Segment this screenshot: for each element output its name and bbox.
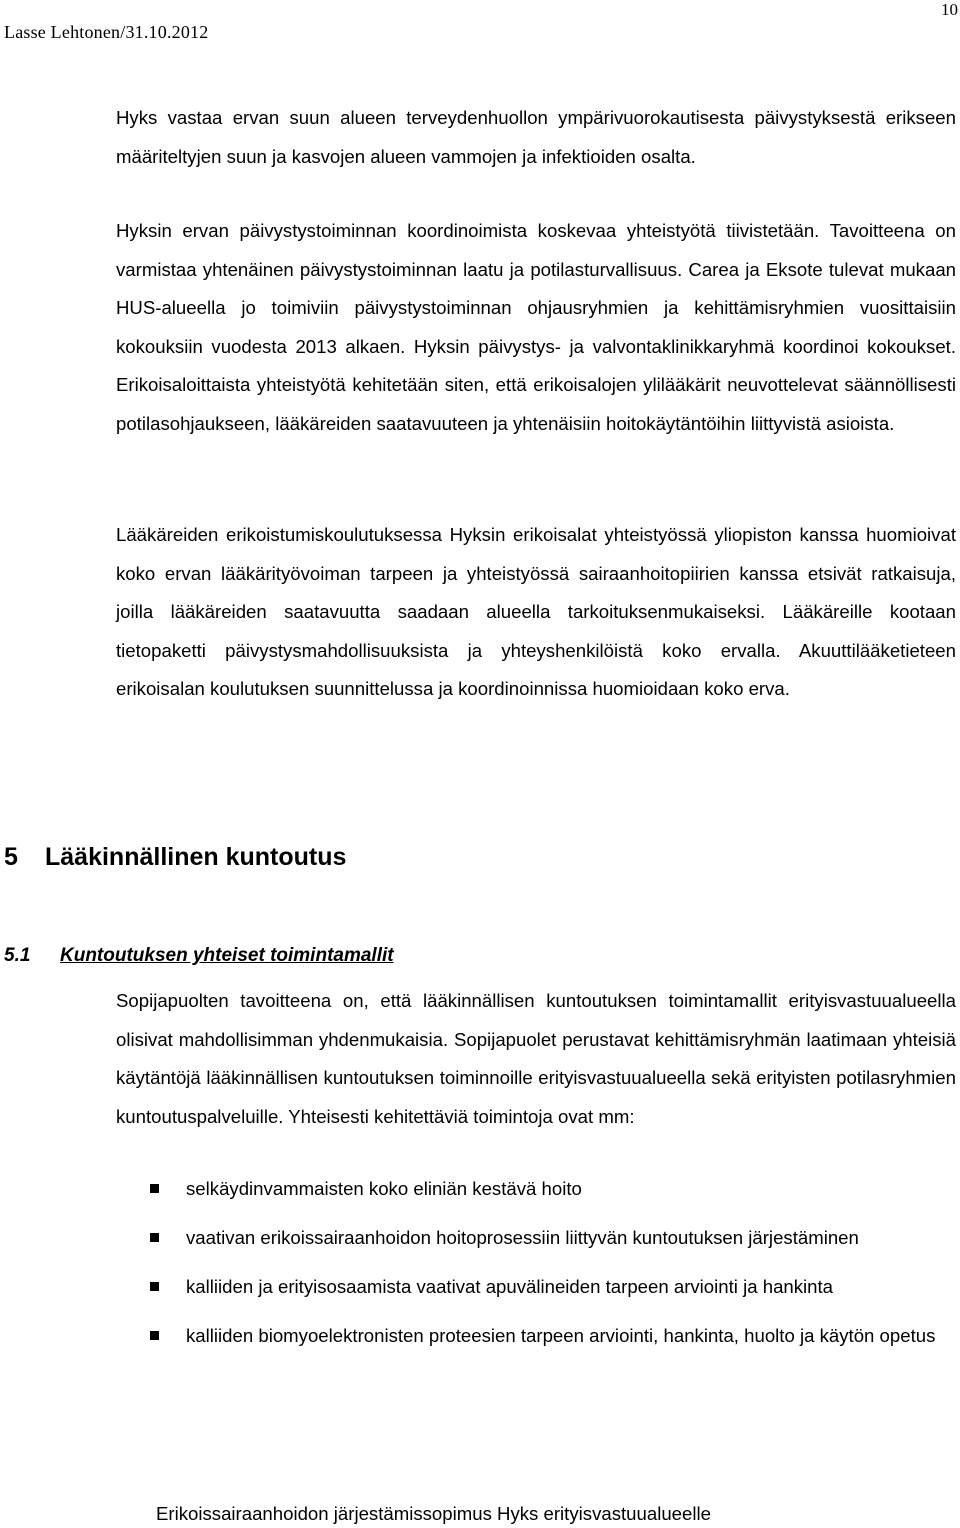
header-author-date: Lasse Lehtonen/31.10.2012	[4, 22, 209, 42]
subsection-number: 5.1	[4, 945, 31, 966]
paragraph-kuntoutus-toimintamallit: Sopijapuolten tavoitteena on, että lääkinnällisen kuntoutuksen toimintamallit erityisvastuualueella olisivat mahdollisimman yhdenmukaisia. Sopijapuolet perustavat kehittämisryhmän laatimaan yhteisiä käytäntöjä lääkinnällisen kuntoutuksen toiminnoille erityisvastuualueella sekä erityisten potilasryhmien kuntoutuspalveluille. Yhteisesti kehitettäviä toimintoja ovat mm:	[116, 990, 956, 1127]
square-bullet-icon	[150, 1331, 159, 1340]
subsection-title: Kuntoutuksen yhteiset toimintamallit	[60, 945, 394, 966]
list-item-text: kalliiden biomyoelektronisten proteesien tarpeen arviointi, hankinta, huolto ja käytön opetus	[186, 1325, 936, 1346]
page-footer: Erikoissairaanhoidon järjestämissopimus Hyks erityisvastuualueelle	[156, 1503, 711, 1524]
paragraph-suun-paivystys: Hyks vastaa ervan suun alueen terveydenhuollon ympärivuorokautisesta päivystyksestä erikseen määriteltyjen suun ja kasvojen alueen vammojen ja infektioiden osalta.	[116, 107, 956, 167]
list-item	[116, 1219, 958, 1258]
subsection-heading	[4, 945, 394, 967]
list-item-text: kalliiden ja erityisosaamista vaativat apuvälineiden tarpeen arviointi ja hankinta	[186, 1276, 834, 1297]
paragraph-paivystys-koordinointi: Hyksin ervan päivystystoiminnan koordinoimista koskevaa yhteistyötä tiivistetään. Tavoitteena on varmistaa yhtenäinen päivystystoiminnan laatu ja potilasturvallisuus. Carea ja Eksote tulevat mukaan HUS-alueella jo toimiviin päivystystoiminnan ohjausryhmien ja kehittämisryhmien vuosittaisiin kokouksiin vuodesta 2013 alkaen. Hyksin päivystys- ja valvontaklinikkaryhmä koordinoi kokoukset. Erikoisaloittaista yhteistyötä kehitetään siten, että erikoisalojen ylilääkärit neuvottelevat säännöllisesti potilasohjaukseen, lääkäreiden saatavuuteen ja yhtenäisiin hoitokäytäntöihin liittyvistä asioista.	[116, 220, 956, 434]
square-bullet-icon	[150, 1184, 159, 1193]
list-item-text: selkäydinvammaisten koko eliniän kestävä hoito	[186, 1178, 582, 1199]
list-item-text: vaativan erikoissairaanhoidon hoitoprosessiin liittyvän kuntoutuksen järjestäminen	[186, 1227, 859, 1248]
section-title: Lääkinnällinen kuntoutus	[45, 843, 347, 871]
square-bullet-icon	[150, 1282, 159, 1291]
bullet-list	[116, 1170, 958, 1366]
section-heading	[4, 843, 346, 872]
page-number: 10	[941, 0, 958, 19]
paragraph-erikoistumiskoulutus: Lääkäreiden erikoistumiskoulutuksessa Hyksin erikoisalat yhteistyössä yliopiston kanssa huomioivat koko ervan lääkärityövoiman tarpeen ja yhteistyössä sairaanhoitopiirien kanssa etsivät ratkaisuja, joilla lääkäreiden saatavuutta saadaan alueella tarkoituksenmukaiseksi. Lääkäreille kootaan tietopaketti päivystysmahdollisuuksista ja yhteyshenkilöistä koko ervalla. Akuuttilääketieteen erikoisalan koulutuksen suunnittelussa ja koordinoinnissa huomioidaan koko erva.	[116, 524, 956, 699]
list-item	[116, 1170, 958, 1209]
list-item	[116, 1317, 958, 1356]
section-number: 5	[4, 843, 18, 871]
square-bullet-icon	[150, 1233, 159, 1242]
list-item	[116, 1268, 958, 1307]
